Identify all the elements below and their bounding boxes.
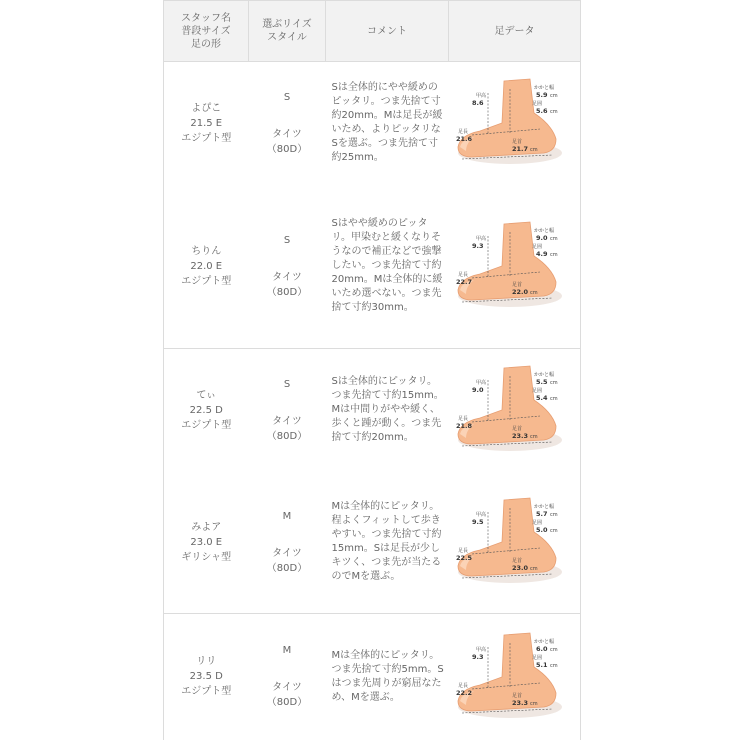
foot-data-cell [449,614,581,740]
table-header-row [164,1,581,62]
staff-cell [164,614,249,740]
unit-label: cm [550,528,558,535]
side-value: 5.1 [536,660,548,669]
instep-value: 8.6 [472,99,484,108]
ball-label: 足首 [512,558,523,565]
comment-cell: Mは全体的にピッタリ。つま先捨て寸約5mm。Sはつま先周りが窮屈なため、Mを選ぶ。 [326,614,449,740]
size-cell [249,472,326,614]
staff-foot-shape: エジプト型 [181,132,232,144]
unit-label: cm [530,147,538,154]
instep-label: 甲高 [476,236,487,243]
style-denier: （80D） [266,286,308,298]
instep-value: 9.3 [472,242,484,251]
foot-diagram [452,360,576,460]
style-denier: （80D） [266,562,308,574]
unit-label: cm [550,646,558,653]
staff-usual-size: 23.5 D [189,671,223,683]
side-value: 4.9 [536,250,548,259]
heel-label: かかと幅 [534,85,555,92]
foot-data-cell [449,185,581,349]
chosen-size: M [282,510,292,522]
style-denier: （80D） [266,697,308,709]
heel-label: かかと幅 [534,638,555,645]
unit-label: cm [530,700,538,707]
staff-usual-size: 23.0 E [190,536,223,548]
staff-foot-shape: エジプト型 [181,686,232,698]
chosen-size: S [283,378,291,390]
instep-value: 9.3 [472,652,484,661]
width-label: 足囲 [532,520,543,527]
instep-value: 9.5 [472,518,484,527]
heel-label: かかと幅 [534,228,555,235]
length-label: 足長 [458,682,469,689]
top-value: 6.0 [536,644,548,653]
comment-cell: Mは全体的にピッタリ。程よくフィットして歩きやすい。つま先捨て寸約15mm。Sは足長が少しキツく、つま先が当たるのでMを選ぶ。 [326,472,449,614]
side-value: 5.0 [536,526,548,535]
header-foot-data: 足データ [449,1,581,62]
ball-label: 足首 [512,139,523,146]
header-comment: コメント [326,1,449,62]
unit-label: cm [550,236,558,243]
comment-cell: Sは全体的にやや緩めのピッタリ。つま先捨て寸約20mm。Mは足長が緩いため、よりピッタリなSを選ぶ。つま先捨て寸約25mm。 [326,62,449,185]
staff-name: てぃ [196,389,217,401]
length-value: 21.8 [456,422,473,431]
staff-name: ちりん [191,245,222,257]
foot-diagram [452,627,576,727]
staff-usual-size: 22.0 E [190,260,223,272]
staff-cell [164,349,249,472]
staff-cell [164,62,249,185]
ball-label: 足首 [512,282,523,289]
comment-cell: Sは全体的にピッタリ。つま先捨て寸約15mm。Mは中間りがやや緩く、歩くと踵が動く。つま先捨て寸約20mm。 [326,349,449,472]
unit-label: cm [550,396,558,403]
foot-diagram [452,73,576,173]
bottom-value: 21.7 [512,145,529,154]
length-label: 足長 [458,129,469,136]
size-comparison-table [163,0,581,740]
staff-foot-shape: ギリシャ型 [181,551,232,563]
length-value: 21.6 [456,135,473,144]
width-label: 足囲 [532,388,543,395]
chosen-size: S [283,91,291,103]
width-label: 足囲 [532,244,543,251]
staff-name: リリ [196,656,217,668]
staff-foot-shape: エジプト型 [181,419,232,431]
unit-label: cm [530,434,538,441]
top-value: 5.5 [536,378,548,387]
style-denier: （80D） [266,143,308,155]
table-row [164,185,581,349]
instep-label: 甲高 [476,646,487,653]
style-name: タイツ [272,128,302,140]
table-row [164,472,581,614]
size-cell [249,62,326,185]
style-denier: （80D） [266,430,308,442]
unit-label: cm [530,290,538,297]
style-name: タイツ [272,547,302,559]
chosen-size: M [282,645,292,657]
length-value: 22.7 [456,278,473,287]
unit-label: cm [530,566,538,573]
bottom-value: 23.0 [512,564,529,573]
unit-label: cm [550,512,558,519]
comment-cell: Sはやや緩めのピッタリ。甲染むと緩くなりそうなので補正などで強撃したい。つま先捨て寸約20mm。Mは全体的に緩いため選べない。つま先捨て寸約30mm。 [326,185,449,349]
chosen-size: S [283,234,291,246]
size-cell [249,614,326,740]
foot-data-cell [449,62,581,185]
unit-label: cm [550,662,558,669]
width-label: 足囲 [532,101,543,108]
foot-diagram [452,216,576,316]
side-value: 5.4 [536,394,548,403]
ball-label: 足首 [512,692,523,699]
instep-label: 甲高 [476,93,487,100]
table-row [164,62,581,185]
bottom-value: 23.3 [512,698,529,707]
top-value: 5.9 [536,91,548,100]
style-name: タイツ [272,682,302,694]
unit-label: cm [550,380,558,387]
top-value: 9.0 [536,234,548,243]
header-staff: スタッフ名 普段サイズ 足の形 [164,1,249,62]
ball-label: 足首 [512,426,523,433]
style-name: タイツ [272,271,302,283]
table-row [164,614,581,740]
unit-label: cm [550,93,558,100]
length-label: 足長 [458,416,469,423]
staff-usual-size: 22.5 D [189,404,223,416]
staff-name: みよア [191,521,222,533]
staff-foot-shape: エジプト型 [181,275,232,287]
bottom-value: 23.3 [512,432,529,441]
instep-label: 甲高 [476,380,487,387]
heel-label: かかと幅 [534,372,555,379]
length-label: 足長 [458,272,469,279]
width-label: 足囲 [532,654,543,661]
foot-data-cell [449,349,581,472]
foot-data-cell [449,472,581,614]
staff-name: よぴこ [191,102,222,114]
staff-cell [164,185,249,349]
size-cell [249,349,326,472]
length-label: 足長 [458,548,469,555]
style-name: タイツ [272,415,302,427]
bottom-value: 22.0 [512,288,529,297]
header-size: 選ぶリイズ スタイル [249,1,326,62]
top-value: 5.7 [536,510,548,519]
size-cell [249,185,326,349]
heel-label: かかと幅 [534,504,555,511]
foot-diagram [452,492,576,592]
table-row [164,349,581,472]
side-value: 5.6 [536,107,548,116]
unit-label: cm [550,109,558,116]
length-value: 22.5 [456,554,473,563]
unit-label: cm [550,252,558,259]
instep-value: 9.0 [472,386,484,395]
staff-usual-size: 21.5 E [190,117,223,129]
length-value: 22.2 [456,688,473,697]
staff-cell [164,472,249,614]
instep-label: 甲高 [476,512,487,519]
